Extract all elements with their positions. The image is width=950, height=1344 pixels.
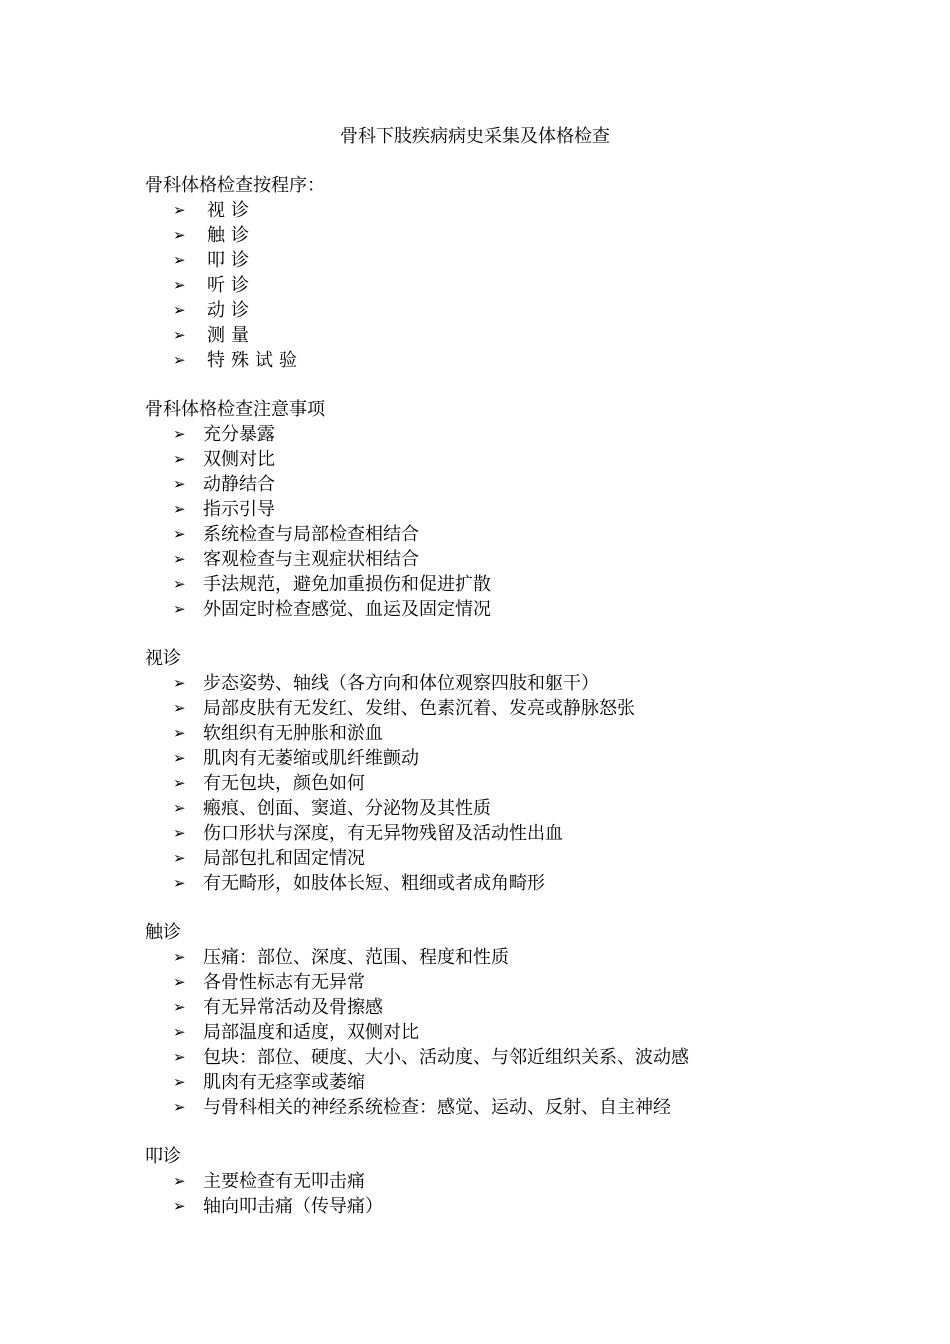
arrowhead-bullet-icon: ➢ — [173, 749, 186, 767]
list-item: ➢ 主要检查有无叩击痛 — [173, 1171, 365, 1192]
list-item: ➢ 双侧对比 — [173, 449, 275, 470]
list-item: ➢ 触诊 — [173, 225, 255, 246]
section-inspection — [145, 646, 905, 896]
item-list — [145, 671, 905, 896]
arrowhead-bullet-icon: ➢ — [173, 525, 186, 543]
list-item: ➢ 肌肉有无萎缩或肌纤维颤动 — [173, 748, 419, 769]
arrowhead-bullet-icon: ➢ — [173, 425, 186, 443]
arrowhead-bullet-icon: ➢ — [173, 849, 186, 867]
list-item: ➢ 动诊 — [173, 300, 255, 321]
arrowhead-bullet-icon: ➢ — [173, 799, 186, 817]
arrowhead-bullet-icon: ➢ — [173, 1023, 186, 1041]
list-item: ➢ 听诊 — [173, 275, 255, 296]
list-item: ➢ 局部皮肤有无发红、发绀、色素沉着、发亮或静脉怒张 — [173, 698, 635, 719]
list-item: ➢ 外固定时检查感觉、血运及固定情况 — [173, 599, 491, 620]
arrowhead-bullet-icon: ➢ — [173, 1048, 186, 1066]
arrowhead-bullet-icon: ➢ — [173, 1172, 186, 1190]
section-heading: 触诊 — [145, 922, 181, 943]
list-item: ➢ 指示引导 — [173, 499, 275, 520]
list-item: ➢ 轴向叩击痛（传导痛） — [173, 1196, 383, 1217]
list-item: ➢ 动静结合 — [173, 474, 275, 495]
list-item: ➢ 瘢痕、创面、窦道、分泌物及其性质 — [173, 798, 491, 819]
arrowhead-bullet-icon: ➢ — [173, 724, 186, 742]
arrowhead-bullet-icon: ➢ — [173, 824, 186, 842]
arrowhead-bullet-icon: ➢ — [173, 674, 186, 692]
arrowhead-bullet-icon: ➢ — [173, 475, 186, 493]
list-item: ➢ 有无异常活动及骨擦感 — [173, 997, 383, 1018]
arrowhead-bullet-icon: ➢ — [173, 276, 186, 294]
section-heading: 视诊 — [145, 648, 181, 669]
list-item: ➢ 系统检查与局部检查相结合 — [173, 524, 419, 545]
arrowhead-bullet-icon: ➢ — [173, 251, 186, 269]
list-item: ➢ 局部温度和适度，双侧对比 — [173, 1022, 419, 1043]
list-item: ➢ 叩诊 — [173, 250, 255, 271]
section-heading: 叩诊 — [145, 1146, 181, 1167]
arrowhead-bullet-icon: ➢ — [173, 774, 186, 792]
arrowhead-bullet-icon: ➢ — [173, 973, 186, 991]
arrowhead-bullet-icon: ➢ — [173, 1197, 186, 1215]
list-item: ➢ 与骨科相关的神经系统检查：感觉、运动、反射、自主神经 — [173, 1097, 671, 1118]
section-heading: 骨科体格检查按程序： — [145, 175, 325, 196]
list-item: ➢ 测量 — [173, 325, 255, 346]
list-item: ➢ 步态姿势、轴线（各方向和体位观察四肢和躯干） — [173, 673, 599, 694]
arrowhead-bullet-icon: ➢ — [173, 874, 186, 892]
list-item: ➢ 特殊试验 — [173, 350, 303, 371]
section-exam-procedure — [145, 173, 905, 373]
arrowhead-bullet-icon: ➢ — [173, 226, 186, 244]
list-item: ➢ 软组织有无肿胀和淤血 — [173, 723, 383, 744]
list-item: ➢ 有无包块，颜色如何 — [173, 773, 365, 794]
section-palpation — [145, 920, 905, 1120]
arrowhead-bullet-icon: ➢ — [173, 600, 186, 618]
list-item: ➢ 各骨性标志有无异常 — [173, 972, 365, 993]
arrowhead-bullet-icon: ➢ — [173, 1073, 186, 1091]
arrowhead-bullet-icon: ➢ — [173, 301, 186, 319]
list-item: ➢ 客观检查与主观症状相结合 — [173, 549, 419, 570]
arrowhead-bullet-icon: ➢ — [173, 998, 186, 1016]
list-item: ➢ 视诊 — [173, 200, 255, 221]
item-list — [145, 198, 905, 373]
arrowhead-bullet-icon: ➢ — [173, 201, 186, 219]
section-heading: 骨科体格检查注意事项 — [145, 399, 325, 420]
list-item: ➢ 有无畸形，如肢体长短、粗细或者成角畸形 — [173, 873, 545, 894]
item-list — [145, 945, 905, 1120]
arrowhead-bullet-icon: ➢ — [173, 699, 186, 717]
list-item: ➢ 充分暴露 — [173, 424, 275, 445]
list-item: ➢ 压痛：部位、深度、范围、程度和性质 — [173, 947, 509, 968]
arrowhead-bullet-icon: ➢ — [173, 550, 186, 568]
arrowhead-bullet-icon: ➢ — [173, 948, 186, 966]
arrowhead-bullet-icon: ➢ — [173, 1098, 186, 1116]
arrowhead-bullet-icon: ➢ — [173, 450, 186, 468]
arrowhead-bullet-icon: ➢ — [173, 326, 186, 344]
arrowhead-bullet-icon: ➢ — [173, 500, 186, 518]
list-item: ➢ 手法规范，避免加重损伤和促进扩散 — [173, 574, 491, 595]
arrowhead-bullet-icon: ➢ — [173, 575, 186, 593]
section-percussion — [145, 1144, 905, 1219]
document-title: 骨科下肢疾病病史采集及体格检查 — [340, 126, 610, 147]
item-list — [145, 1169, 905, 1219]
list-item: ➢ 肌肉有无痉挛或萎缩 — [173, 1072, 365, 1093]
list-item: ➢ 局部包扎和固定情况 — [173, 848, 365, 869]
section-exam-notes — [145, 397, 905, 622]
list-item: ➢ 伤口形状与深度，有无异物残留及活动性出血 — [173, 823, 563, 844]
arrowhead-bullet-icon: ➢ — [173, 351, 186, 369]
item-list — [145, 422, 905, 622]
list-item: ➢ 包块：部位、硬度、大小、活动度、与邻近组织关系、波动感 — [173, 1047, 689, 1068]
